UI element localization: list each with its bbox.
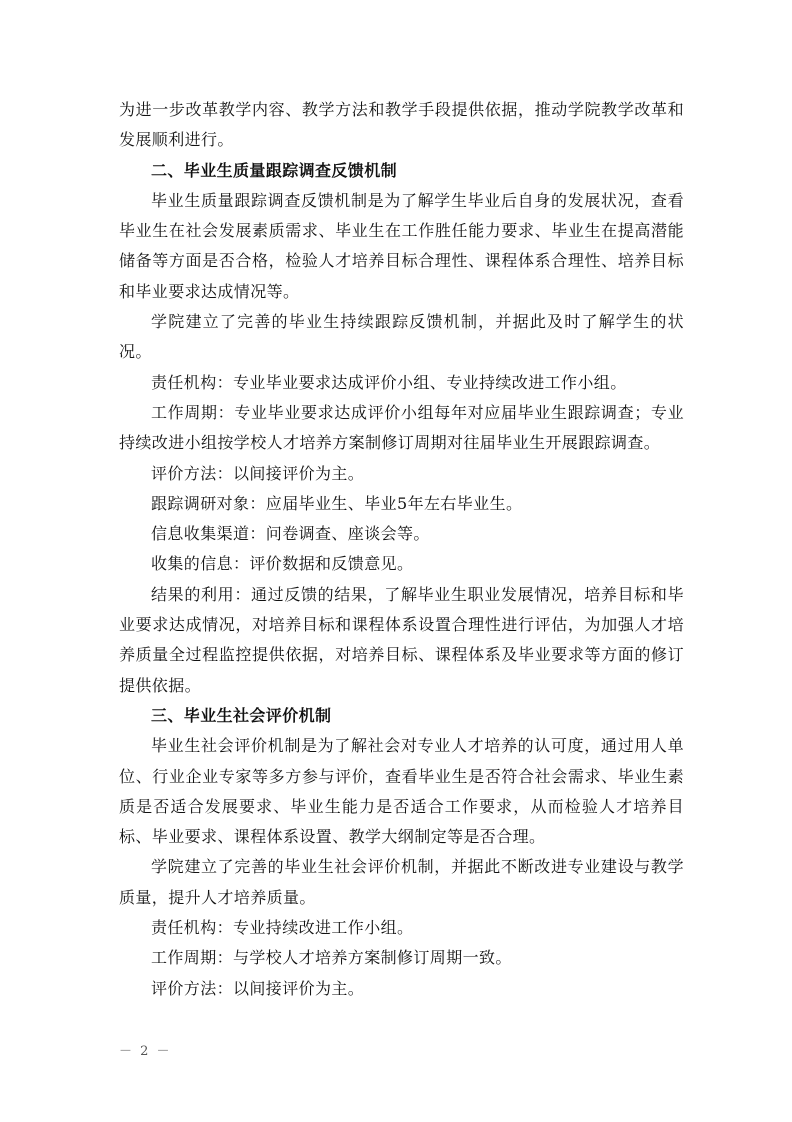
paragraph-continuation: 为进一步改革教学内容、教学方法和教学手段提供依据，推动学院教学改革和发展顺利进行。 [119,100,684,150]
page-number: － 2 － [119,1044,172,1059]
paragraph-tracking-purpose: 毕业生质量跟踪调查反馈机制是为了解学生毕业后自身的发展状况，查看毕业生在社会发展素质需求、毕业生在工作胜任能力要求、毕业生在提高潜能储备等方面是否合格，检验人才培养目标合理性、课程体系合理性、培养目标和毕业要求达成情况等。 [119,190,684,301]
paragraph-social-work-cycle: 工作周期：与学校人才培养方案制修订周期一致。 [151,948,512,968]
paragraph-tracking-mechanism: 学院建立了完善的毕业生持续跟踪反馈机制，并据此及时了解学生的状况。 [119,312,684,362]
paragraph-social-evaluation-mechanism: 学院建立了完善的毕业生社会评价机制，并据此不断改进专业建设与教学质量，提升人才培养质量。 [119,857,684,907]
section-heading-social-evaluation: 三、毕业生社会评价机制 [151,705,332,725]
paragraph-social-evaluation-method: 评价方法：以间接评价为主。 [151,978,365,998]
paragraph-collected-info: 收集的信息：评价数据和反馈意见。 [151,554,414,574]
paragraph-result-usage: 结果的利用：通过反馈的结果，了解毕业生职业发展情况，培养目标和毕业要求达成情况，对培养目标和课程体系设置合理性进行评估，为加强人才培养质量全过程监控提供依据，对培养目标、课程体系及毕业要求等方面的修订提供依据。 [119,584,684,695]
document-body [119,95,684,1004]
paragraph-collection-channels: 信息收集渠道：问卷调查、座谈会等。 [151,524,430,544]
paragraph-work-cycle: 工作周期：专业毕业要求达成评价小组每年对应届毕业生跟踪调查；专业持续改进小组按学校人才培养方案制修订周期对往届毕业生开展跟踪调查。 [119,402,684,453]
paragraph-survey-subjects: 跟踪调研对象：应届毕业生、毕业5年左右毕业生。 [151,493,523,513]
paragraph-evaluation-method: 评价方法：以间接评价为主。 [151,463,365,483]
paragraph-social-responsible-body: 责任机构：专业持续改进工作小组。 [151,918,414,938]
paragraph-social-evaluation-purpose: 毕业生社会评价机制是为了解社会对专业人才培养的认可度，通过用人单位、行业企业专家等多方参与评价，查看毕业生是否符合社会需求、毕业生素质是否适合发展要求、毕业生能力是否适合工作要求，从而检验人才培养目标、毕业要求、课程体系设置、教学大纲制定等是否合理。 [119,736,684,847]
section-heading-graduate-tracking: 二、毕业生质量跟踪调查反馈机制 [151,160,398,180]
paragraph-responsible-body: 责任机构：专业毕业要求达成评价小组、专业持续改进工作小组。 [151,372,627,392]
